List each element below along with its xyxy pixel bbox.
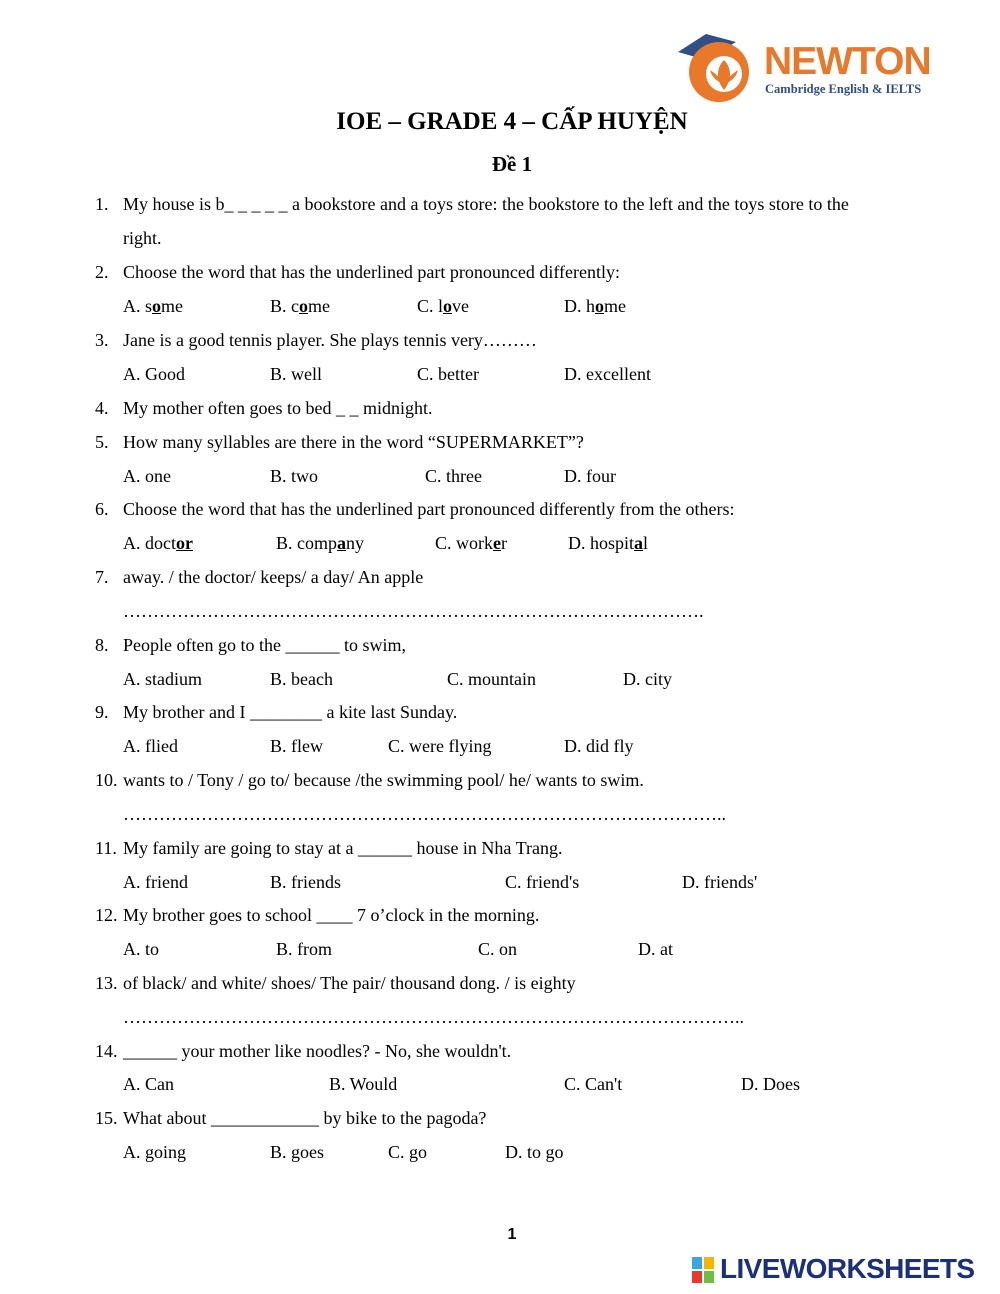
option-a[interactable]: A. Good (123, 364, 185, 384)
question-text: My brother goes to school ____ 7 o’clock in the morning. (123, 905, 540, 925)
question-13: 13. of black/ and white/ shoes/ The pair/ thousand dong. / is eighty (95, 973, 576, 993)
option-d[interactable]: D. excellent (564, 364, 651, 384)
option-d[interactable]: D. did fly (564, 736, 634, 756)
option-b[interactable]: B. two (270, 466, 319, 486)
option-c[interactable]: C. go (388, 1142, 428, 1162)
question-text: Choose the word that has the underlined part pronounced differently from the others: (123, 499, 735, 519)
page-number: 1 (507, 1226, 517, 1243)
option-d[interactable]: D. at (638, 939, 673, 959)
option-c[interactable]: C. were flying (388, 736, 492, 756)
worksheet-title: IOE – GRADE 4 – CẤP HUYỆN (336, 108, 688, 135)
question-text: ______ your mother like noodles? - No, she wouldn't. (123, 1041, 512, 1061)
question-14: 14. ______ your mother like noodles? - No, she wouldn't. (95, 1041, 512, 1061)
question-text: My brother and I ________ a kite last Sunday. (123, 702, 458, 722)
option-d[interactable]: D. Does (741, 1074, 800, 1094)
option-b[interactable]: B. well (270, 364, 322, 384)
option-b[interactable]: B. flew (270, 736, 323, 756)
option-c[interactable]: C. three (425, 466, 482, 486)
answer-line[interactable]: ……………………………………………………………………………………. (123, 601, 704, 621)
option-c[interactable]: C. Can't (564, 1074, 623, 1094)
option-b[interactable]: B. Would (329, 1074, 398, 1094)
logo-tagline: Cambridge English & IELTS (765, 82, 922, 96)
option-b[interactable]: B. beach (270, 669, 333, 689)
option-c[interactable]: C. better (417, 364, 479, 384)
question-text: of black/ and white/ shoes/ The pair/ thousand dong. / is eighty (123, 973, 576, 993)
question-text: away. / the doctor/ keeps/ a day/ An apple (123, 567, 424, 587)
question-1-continuation: right. (123, 228, 162, 248)
question-7: 7. away. / the doctor/ keeps/ a day/ An apple (95, 567, 424, 587)
question-11: 11. My family are going to stay at a ______ house in Nha Trang. (95, 838, 563, 858)
option-a[interactable]: A. Can (123, 1074, 174, 1094)
question-text: What about ____________ by bike to the pagoda? (123, 1108, 487, 1128)
option-b[interactable]: B. friends (270, 872, 341, 892)
option-d[interactable]: D. friends' (682, 872, 758, 892)
question-text: My family are going to stay at a ______ house in Nha Trang. (123, 838, 563, 858)
option-a[interactable]: A. going (123, 1142, 186, 1162)
question-15: 15. What about ____________ by bike to the pagoda? (95, 1108, 487, 1128)
option-d[interactable]: D. to go (505, 1142, 564, 1162)
option-a[interactable]: A. friend (123, 872, 188, 892)
question-text: Choose the word that has the underlined part pronounced differently: (123, 262, 621, 282)
option-d[interactable]: D. four (564, 466, 616, 486)
option-a[interactable]: A. to (123, 939, 159, 959)
question-text: Jane is a good tennis player. She plays tennis very……… (123, 330, 537, 350)
option-b[interactable]: B. from (276, 939, 332, 959)
question-text: My mother often goes to bed _ _ midnight. (123, 398, 433, 418)
question-2: 2. Choose the word that has the underlined part pronounced differently: (95, 262, 621, 282)
question-9: 9. My brother and I ________ a kite last Sunday. (95, 702, 458, 722)
question-4: 4. My mother often goes to bed _ _ midnight. (95, 398, 433, 418)
option-b[interactable]: B. come (270, 296, 330, 316)
answer-line[interactable]: ……………………………………………………………………………………….. (123, 804, 726, 824)
question-text: People often go to the ______ to swim, (123, 635, 406, 655)
option-c[interactable]: C. friend's (505, 872, 580, 892)
option-b[interactable]: B. goes (270, 1142, 324, 1162)
question-8: 8. People often go to the ______ to swim, (95, 635, 406, 655)
question-text: wants to / Tony / go to/ because /the swimming pool/ he/ wants to swim. (123, 770, 644, 790)
question-10: 10. wants to / Tony / go to/ because /the swimming pool/ he/ wants to swim. (95, 770, 644, 790)
newton-logo (672, 22, 934, 106)
question-5: 5. How many syllables are there in the word “SUPERMARKET”? (95, 432, 584, 452)
option-d[interactable]: D. home (564, 296, 626, 316)
option-d[interactable]: D. hospital (568, 533, 649, 553)
logo-brand: NEWTON (764, 40, 931, 83)
option-c[interactable]: C. worker (435, 533, 507, 553)
option-a[interactable]: A. stadium (123, 669, 202, 689)
option-a[interactable]: A. one (123, 466, 171, 486)
question-text: How many syllables are there in the word “SUPERMARKET”? (123, 432, 584, 452)
option-a[interactable]: A. some (123, 296, 184, 316)
option-c[interactable]: C. love (417, 296, 470, 316)
option-b[interactable]: B. company (276, 533, 364, 553)
liveworksheets-text: LIVEWORKSHEETS (720, 1253, 975, 1284)
option-c[interactable]: C. on (478, 939, 518, 959)
question-12: 12. My brother goes to school ____ 7 o’clock in the morning. (95, 905, 540, 925)
newton-emblem-icon (672, 22, 762, 106)
option-a[interactable]: A. flied (123, 736, 178, 756)
answer-line[interactable]: ………………………………………………………………………………………….. (123, 1007, 744, 1027)
question-6: 6. Choose the word that has the underlined part pronounced differently from the others: (95, 499, 735, 519)
option-a[interactable]: A. doctor (123, 533, 193, 553)
question-3: 3. Jane is a good tennis player. She plays tennis very……… (95, 330, 537, 350)
liveworksheets-icon (692, 1257, 714, 1283)
option-c[interactable]: C. mountain (447, 669, 536, 689)
worksheet-subtitle: Đề 1 (491, 152, 533, 176)
question-text: My house is b_ _ _ _ _ a bookstore and a toys store: the bookstore to the left and the toys store to the (123, 194, 849, 214)
question-1: 1. My house is b_ _ _ _ _ a bookstore and a toys store: the bookstore to the left and the toys store to the (95, 194, 849, 214)
option-d[interactable]: D. city (623, 669, 672, 689)
